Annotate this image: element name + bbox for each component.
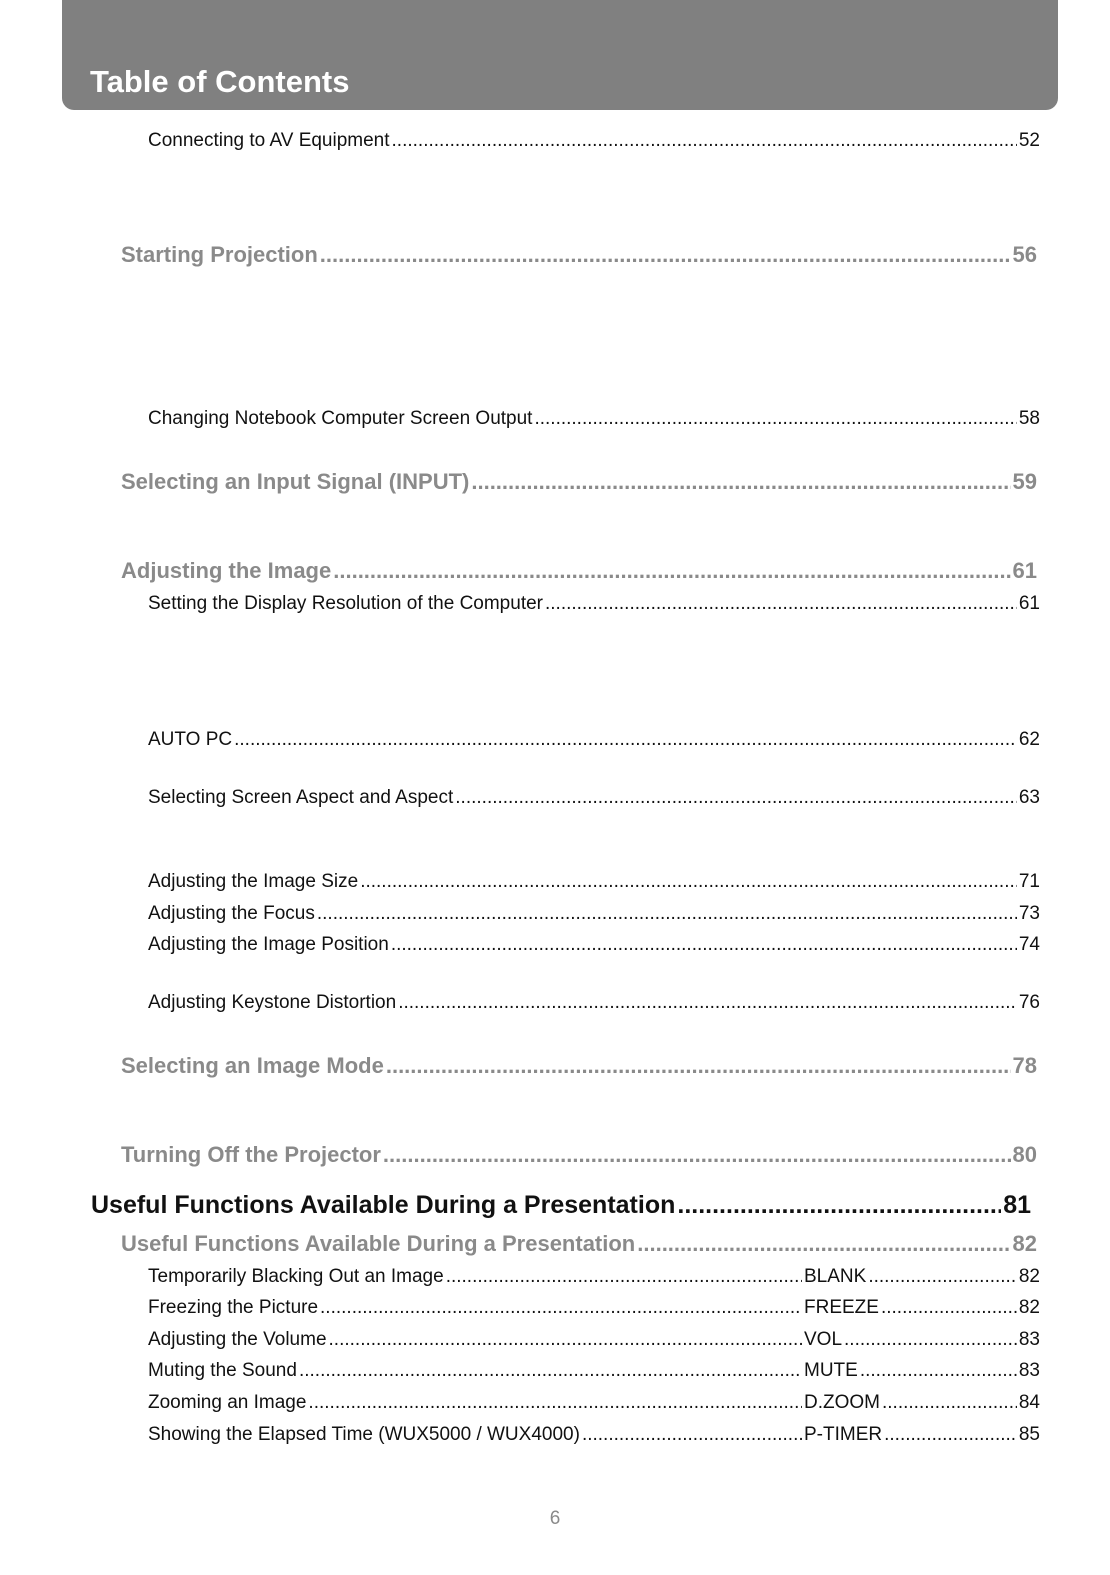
dot-leader (455, 786, 1017, 810)
toc-entry-page: 78 (1012, 1053, 1037, 1078)
toc-entry-label: Muting the Sound (148, 1360, 297, 1381)
toc-entry-page: 61 (1012, 558, 1037, 583)
toc-entry-page: 56 (1012, 242, 1037, 267)
dot-leader (884, 1423, 1017, 1447)
toc-entry-page: 58 (1018, 408, 1040, 429)
dot-leader (582, 1423, 802, 1447)
toc-entry-label: Setting the Display Resolution of the Computer (148, 593, 543, 614)
dot-leader (881, 1296, 1017, 1320)
toc-entry[interactable] (148, 1423, 1040, 1447)
dot-leader (320, 241, 1011, 269)
toc-entry-page: 82 (1012, 1231, 1037, 1256)
page-number: 6 (549, 1508, 561, 1529)
dot-leader (637, 1230, 1010, 1258)
toc-entry-label: Useful Functions Available During a Presentation (121, 1231, 636, 1256)
toc-entry-page: 76 (1018, 992, 1040, 1013)
toc-entry-label: Adjusting the Image Position (148, 934, 389, 955)
dot-leader (534, 407, 1016, 431)
toc-entry-label: Useful Functions Available During a Presentation (91, 1191, 676, 1219)
toc-entry-page: 81 (1003, 1191, 1031, 1219)
toc-entry-page: 73 (1018, 903, 1040, 924)
toc-chapter-entry[interactable] (91, 1190, 1031, 1220)
toc-entry[interactable] (148, 592, 1040, 616)
toc-entry[interactable] (148, 1391, 1040, 1415)
remote-key-label: D.ZOOM (804, 1392, 880, 1413)
remote-key-label: MUTE (804, 1360, 858, 1381)
page-title: Table of Contents (90, 64, 350, 99)
toc-entry-label: Starting Projection (121, 242, 318, 267)
dot-leader (471, 468, 1010, 496)
toc-entry-label: AUTO PC (148, 729, 233, 750)
toc-entry[interactable] (148, 728, 1040, 752)
remote-key-label: VOL (804, 1329, 843, 1350)
toc-entry-label: Selecting Screen Aspect and Aspect (148, 787, 454, 808)
dot-leader (383, 1141, 1011, 1169)
toc-entry-label: Showing the Elapsed Time (WUX5000 / WUX4000) (148, 1424, 580, 1445)
dot-leader (329, 1328, 802, 1352)
toc-entry-label: Zooming an Image (148, 1392, 307, 1413)
page-header-bar (62, 0, 1058, 110)
dot-leader (360, 870, 1017, 894)
toc-entry-page: 84 (1018, 1392, 1040, 1413)
toc-entry[interactable] (121, 468, 1037, 496)
toc-entry[interactable] (121, 557, 1037, 585)
toc-entry-page: 63 (1018, 787, 1040, 808)
toc-entry[interactable] (148, 1328, 1040, 1352)
toc-entry-label: Connecting to AV Equipment (148, 130, 390, 151)
toc-entry-page: 62 (1018, 729, 1040, 750)
dot-leader (333, 557, 1010, 585)
toc-entry-page: 61 (1018, 593, 1040, 614)
toc-entry-label: Adjusting Keystone Distortion (148, 992, 397, 1013)
toc-entry-page: 71 (1018, 871, 1040, 892)
toc-entry[interactable] (121, 1230, 1037, 1258)
toc-entry[interactable] (121, 1052, 1037, 1080)
toc-entry[interactable] (148, 902, 1040, 926)
toc-entry-label: Changing Notebook Computer Screen Output (148, 408, 533, 429)
dot-leader (882, 1391, 1017, 1415)
toc-entry-label: Adjusting the Focus (148, 903, 315, 924)
toc-entry[interactable] (148, 407, 1040, 431)
dot-leader (860, 1359, 1017, 1383)
dot-leader (398, 991, 1017, 1015)
toc-entry-label: Adjusting the Image (121, 558, 332, 583)
dot-leader (317, 902, 1017, 926)
toc-entry[interactable] (148, 870, 1040, 894)
toc-entry-page: 83 (1018, 1360, 1040, 1381)
toc-entry-page: 85 (1018, 1424, 1040, 1445)
dot-leader (392, 129, 1017, 153)
toc-entry-page: 80 (1012, 1142, 1037, 1167)
toc-entry-page: 83 (1018, 1329, 1040, 1350)
dot-leader (320, 1296, 802, 1320)
toc-entry-page: 52 (1018, 130, 1040, 151)
toc-entry-label: Adjusting the Volume (148, 1329, 327, 1350)
toc-entry-page: 74 (1018, 934, 1040, 955)
remote-key-label: FREEZE (804, 1297, 879, 1318)
toc-entry[interactable] (121, 241, 1037, 269)
dot-leader (446, 1265, 802, 1289)
toc-entry[interactable] (148, 129, 1040, 153)
remote-key-label: BLANK (804, 1266, 867, 1287)
toc-entry-label: Selecting an Image Mode (121, 1053, 384, 1078)
dot-leader (545, 592, 1017, 616)
toc-entry-label: Selecting an Input Signal (INPUT) (121, 469, 470, 494)
dot-leader (299, 1359, 802, 1383)
dot-leader (677, 1190, 1001, 1220)
toc-entry-page: 59 (1012, 469, 1037, 494)
dot-leader (386, 1052, 1011, 1080)
toc-entry[interactable] (148, 786, 1040, 810)
toc-entry-page: 82 (1018, 1297, 1040, 1318)
dot-leader (391, 933, 1017, 957)
toc-entry-label: Turning Off the Projector (121, 1142, 381, 1167)
toc-entry[interactable] (148, 1265, 1040, 1289)
toc-entry[interactable] (121, 1141, 1037, 1169)
toc-entry[interactable] (148, 991, 1040, 1015)
toc-entry[interactable] (148, 933, 1040, 957)
toc-entry[interactable] (148, 1296, 1040, 1320)
dot-leader (234, 728, 1017, 752)
dot-leader (308, 1391, 802, 1415)
remote-key-label: P-TIMER (804, 1424, 883, 1445)
dot-leader (844, 1328, 1017, 1352)
toc-entry-label: Freezing the Picture (148, 1297, 319, 1318)
toc-entry-page: 82 (1018, 1266, 1040, 1287)
toc-entry[interactable] (148, 1359, 1040, 1383)
toc-entry-label: Adjusting the Image Size (148, 871, 359, 892)
toc-entry-label: Temporarily Blacking Out an Image (148, 1266, 444, 1287)
dot-leader (868, 1265, 1017, 1289)
